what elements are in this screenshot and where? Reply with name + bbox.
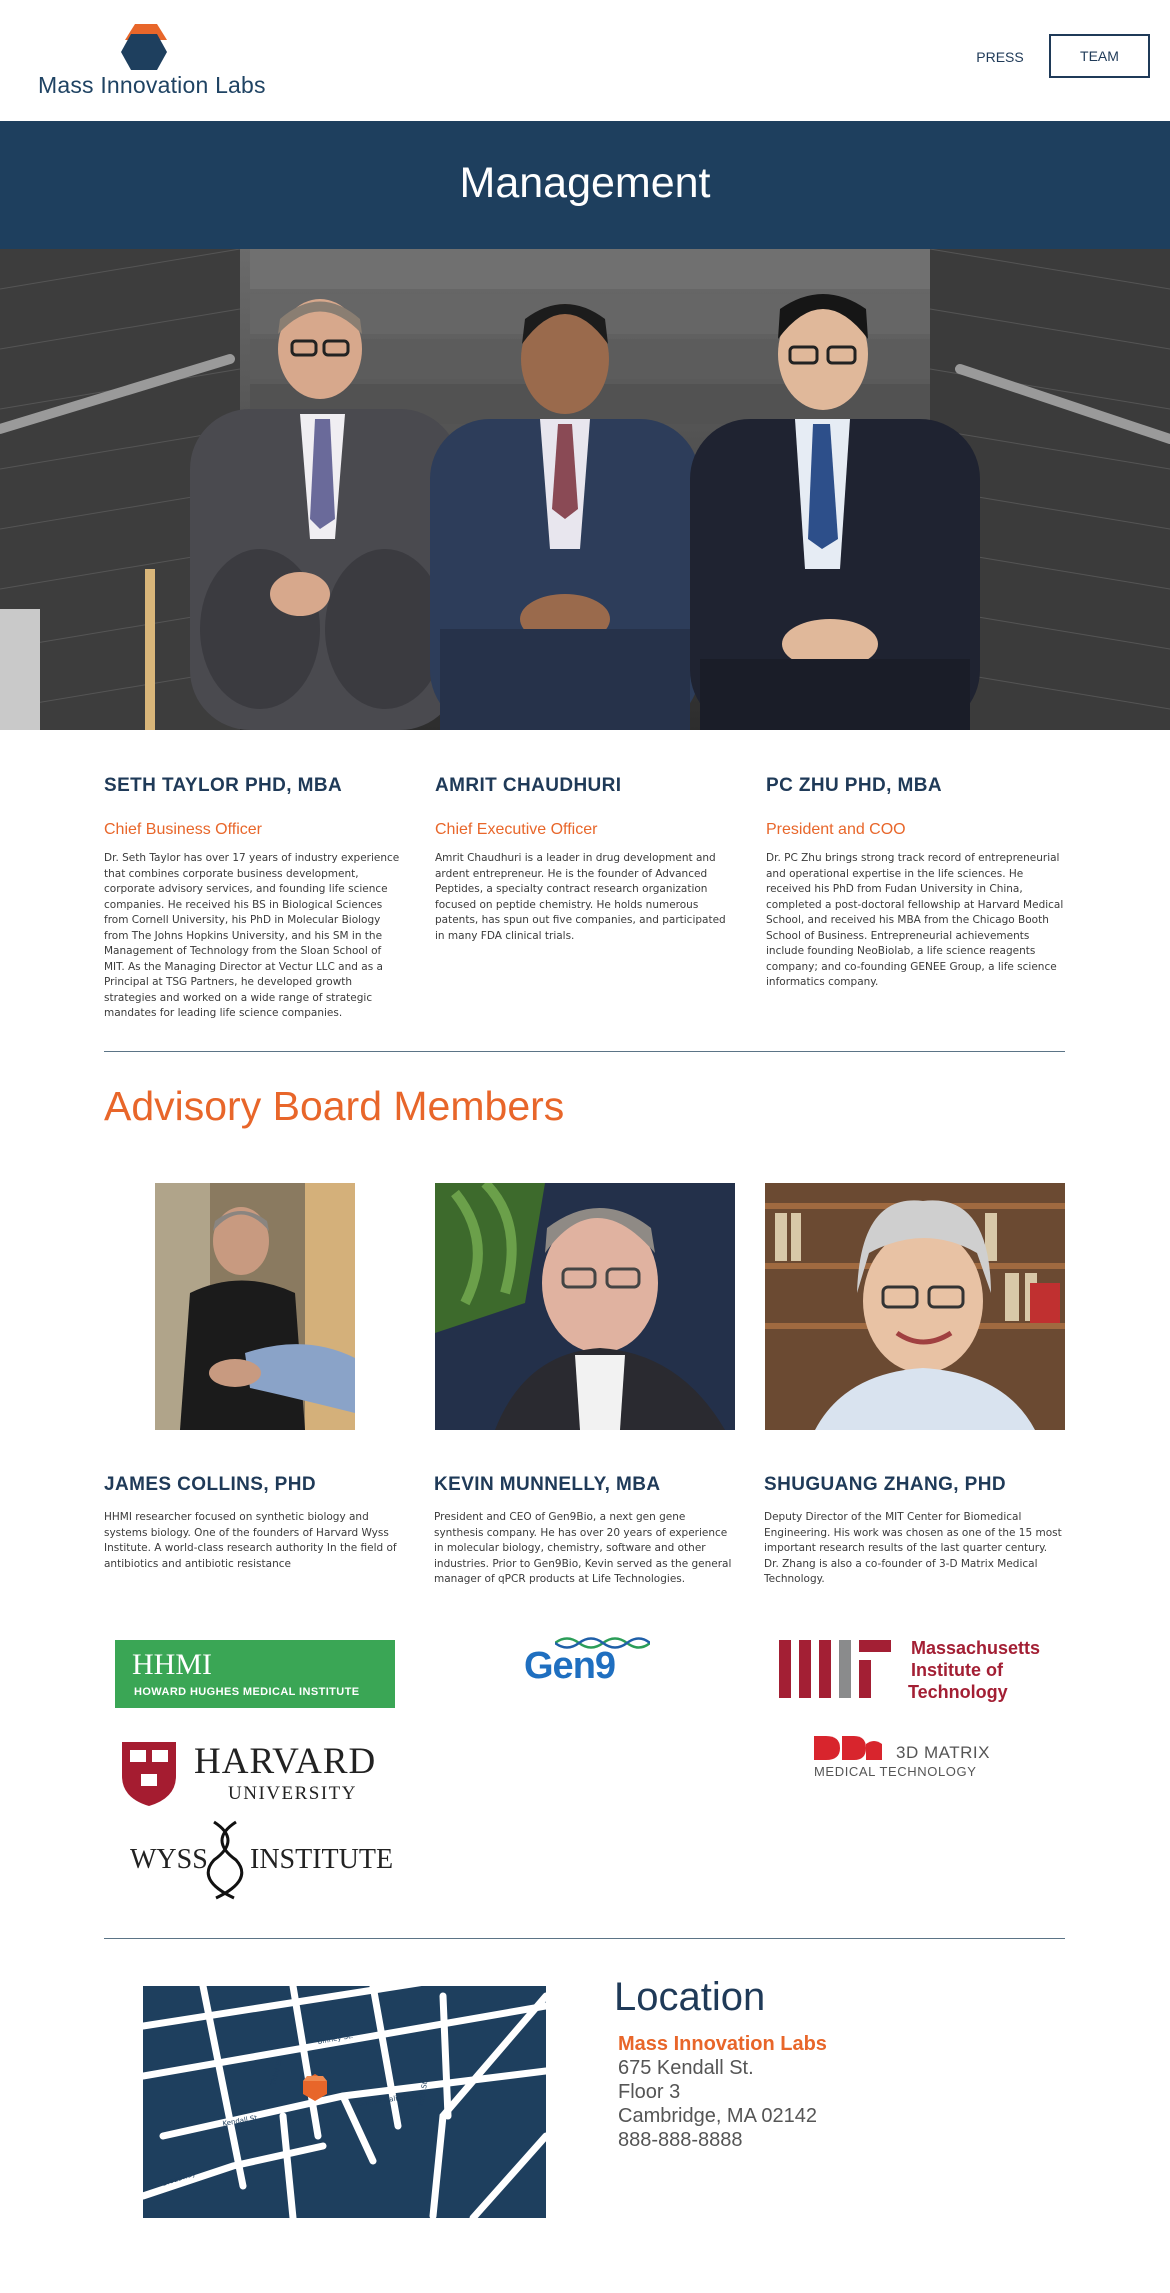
3d-matrix-mark-icon <box>814 1734 888 1762</box>
map-label-third: Third St. <box>269 2055 285 2087</box>
section-divider <box>104 1938 1065 1939</box>
nav-team-button[interactable]: TEAM <box>1049 34 1150 78</box>
map-label-fifth: Fifth St. <box>417 2078 430 2107</box>
page-title: Management <box>459 159 711 207</box>
harvard-logo <box>120 1738 395 1810</box>
advisory-title: Advisory Board Members <box>104 1083 565 1129</box>
location-map[interactable] <box>143 1986 546 2218</box>
advisor-bio: President and CEO of Gen9Bio, a next gen gene synthesis company. He has over 20 years of experience in molecular biology, chemistry, software and other industries. Prior to Gen9Bio, Kevin served as the general manager of qPCR products at Life Technologies. <box>434 1511 732 1585</box>
person-name: AMRIT CHAUDHURI <box>435 775 622 796</box>
section-divider <box>104 1051 1065 1052</box>
harvard-shield-icon <box>120 1740 178 1808</box>
person-name: SETH TAYLOR PHD, MBA <box>104 775 343 796</box>
map-label-binney: Binney St. <box>316 2031 354 2046</box>
nav-press-link[interactable]: PRESS <box>976 49 1024 65</box>
person-bio: Dr. Seth Taylor has over 17 years of industry experience that combines corporate business development, corporate advisory services, and founding life science companies. He received his BS in Biological Sciences from Cornell University, his PhD in Molecular Biology from The Johns Hopkins University, and his SM in the Management of Technology from the Sloan School of MIT. As the Managing Director at Vectur LLC and as a Principal at TSG Partners, he developed growth strategies and worked on a wide range of strategic mandates for leading life science companies. <box>104 852 400 1019</box>
advisor-bio: HHMI researcher focused on synthetic biology and systems biology. One of the founders of Harvard Wyss Institute. A world-class research authority In the field of antibiotics and antibiotic resistance <box>104 1511 397 1570</box>
advisor-shuguang-zhang <box>764 1474 1064 1588</box>
wyss-institute-logo <box>128 1818 394 1902</box>
person-role: Chief Executive Officer <box>435 821 598 838</box>
address-floor: Floor 3 <box>618 2081 681 2103</box>
harvard-logo-line1: HARVARD <box>194 1741 377 1782</box>
gen9-logo-text: Gen9 <box>524 1645 616 1687</box>
address-street: 675 Kendall St. <box>618 2057 754 2079</box>
mit-logo-line1: Massachusetts <box>911 1638 1041 1658</box>
mit-logo-mark-icon <box>779 1640 891 1698</box>
logo-hexagon-icon[interactable] <box>115 18 173 72</box>
page-banner <box>0 121 1170 249</box>
advisor-james-collins <box>104 1474 404 1572</box>
map-label-galileo: Galileo Galilei Way <box>357 2090 423 2108</box>
person-role: President and COO <box>766 821 906 838</box>
hhmi-logo-abbr: HHMI <box>132 1648 212 1681</box>
person-bio: Amrit Chaudhuri is a leader in drug development and ardent entrepreneur. He is the founder of Advanced Peptides, a specialty contract research organization focused on peptide chemistry. He holds numerous patents, has spun out five companies, and participated in many FDA clinical trials. <box>435 852 726 942</box>
location-title: Location <box>614 1975 766 2019</box>
site-header <box>0 0 1170 121</box>
address-city: Cambridge, MA 02142 <box>618 2105 818 2127</box>
advisor-name: SHUGUANG ZHANG, PHD <box>764 1474 1006 1495</box>
advisor-name: JAMES COLLINS, PHD <box>104 1474 316 1495</box>
person-pc-zhu <box>766 775 1066 991</box>
hhmi-logo-full: HOWARD HUGHES MEDICAL INSTITUTE <box>134 1686 360 1698</box>
map-label-broadway: Broadway <box>161 2169 197 2188</box>
address-phone[interactable]: 888-888-8888 <box>618 2129 743 2151</box>
advisor-kevin-munnelly <box>434 1474 734 1588</box>
mit-logo <box>777 1636 1057 1702</box>
gen9-logo <box>520 1632 650 1692</box>
harvard-logo-line2: UNIVERSITY <box>228 1783 357 1804</box>
3d-matrix-logo-line1: 3D MATRIX <box>896 1743 990 1762</box>
advisor-name: KEVIN MUNNELLY, MBA <box>434 1474 661 1495</box>
advisor-bio: Deputy Director of the MIT Center for Biomedical Engineering. His work was chosen as one of the 15 most important research results of the last quarter century. Dr. Zhang is also a co-founder of 3-D Matrix Medical Technology. <box>764 1511 1062 1585</box>
map-label-kendall: Kendall St. <box>221 2113 261 2128</box>
logo-text[interactable]: Mass Innovation Labs <box>38 72 266 98</box>
3d-matrix-logo-line2: MEDICAL TECHNOLOGY <box>814 1764 977 1779</box>
management-team-photo <box>0 249 1170 730</box>
mit-logo-line2: Institute of <box>911 1660 1003 1680</box>
shuguang-zhang-photo <box>765 1183 1065 1430</box>
person-seth-taylor <box>104 775 404 1022</box>
hhmi-logo <box>115 1640 395 1708</box>
kevin-munnelly-photo <box>435 1183 735 1430</box>
person-bio: Dr. PC Zhu brings strong track record of entrepreneurial and operational expertise in the life sciences. He received his PhD from Fudan University in China, completed a post-doctoral fellowship at Harvard Medical School, and received his MBA from the Chicago Booth School of Business. Entrepreneurial achievements include founding NeoBiolab, a life science reagents company; and co-founding GENEE Group, a life science informatics company. <box>766 852 1064 988</box>
wyss-logo-line2: INSTITUTE <box>250 1844 394 1875</box>
wyss-logo-line1: WYSS <box>130 1844 208 1875</box>
location-company: Mass Innovation Labs <box>618 2033 827 2055</box>
person-name: PC ZHU PHD, MBA <box>766 775 942 796</box>
person-amrit-chaudhuri <box>435 775 735 944</box>
james-collins-photo <box>155 1183 355 1430</box>
person-role: Chief Business Officer <box>104 821 262 838</box>
mit-logo-line3: Technology <box>908 1682 1008 1702</box>
3d-matrix-logo <box>812 1734 1022 1784</box>
dna-helix-icon <box>206 1820 246 1900</box>
